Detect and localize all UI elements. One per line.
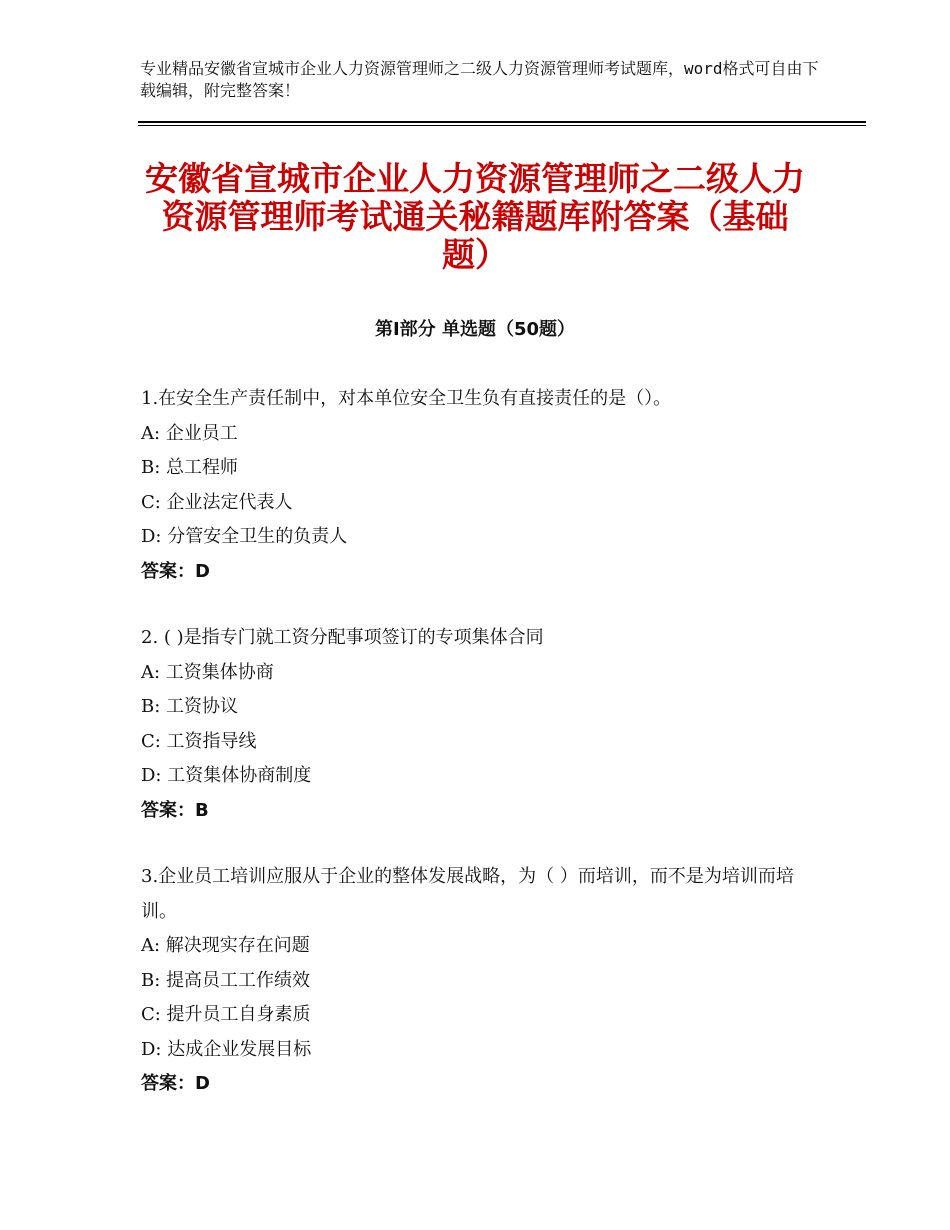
option-c: C: 工资指导线 — [141, 730, 257, 752]
question-stem: 1.在安全生产责任制中，对本单位安全卫生负有直接责任的是（）。 — [141, 388, 672, 409]
answer-line: 答案：D — [141, 560, 210, 582]
option-b: B: 总工程师 — [141, 457, 239, 478]
question-stem: 3.企业员工培训应服从于企业的整体发展战略，为（ ）而培训，而不是为培训而培训。 — [141, 866, 794, 922]
header-divider-thick — [138, 121, 866, 123]
question-2 — [141, 621, 811, 828]
option-d: D: 达成企业发展目标 — [141, 1038, 312, 1060]
question-1 — [141, 382, 811, 589]
header-divider-thin — [138, 125, 866, 126]
option-a: A: 解决现实存在问题 — [141, 935, 310, 956]
answer-line: 答案：D — [141, 1073, 210, 1094]
answer-line: 答案：B — [141, 799, 209, 821]
option-a: A: 工资集体协商 — [141, 661, 274, 683]
question-list — [141, 382, 811, 1134]
option-c: C: 企业法定代表人 — [141, 491, 293, 513]
option-b: B: 工资协议 — [141, 696, 239, 717]
option-b: B: 提高员工工作绩效 — [141, 969, 311, 991]
option-d: D: 分管安全卫生的负责人 — [141, 526, 348, 547]
section-heading: 第Ⅰ部分 单选题（50题） — [374, 319, 575, 340]
option-a: A: 企业员工 — [141, 422, 238, 444]
option-d: D: 工资集体协商制度 — [141, 765, 312, 786]
document-title: 安徽省宣城市企业人力资源管理师之二级人力资源管理师考试通关秘籍题库附答案（基础题） — [145, 159, 805, 274]
header-note: 专业精品安徽省宣城市企业人力资源管理师之二级人力资源管理师考试题库，word格式可自由下载编辑，附完整答案！ — [140, 59, 819, 100]
question-stem: 2. ( )是指专门就工资分配事项签订的专项集体合同 — [141, 627, 544, 648]
question-3 — [141, 860, 811, 1102]
option-c: C: 提升员工自身素质 — [141, 1004, 311, 1025]
